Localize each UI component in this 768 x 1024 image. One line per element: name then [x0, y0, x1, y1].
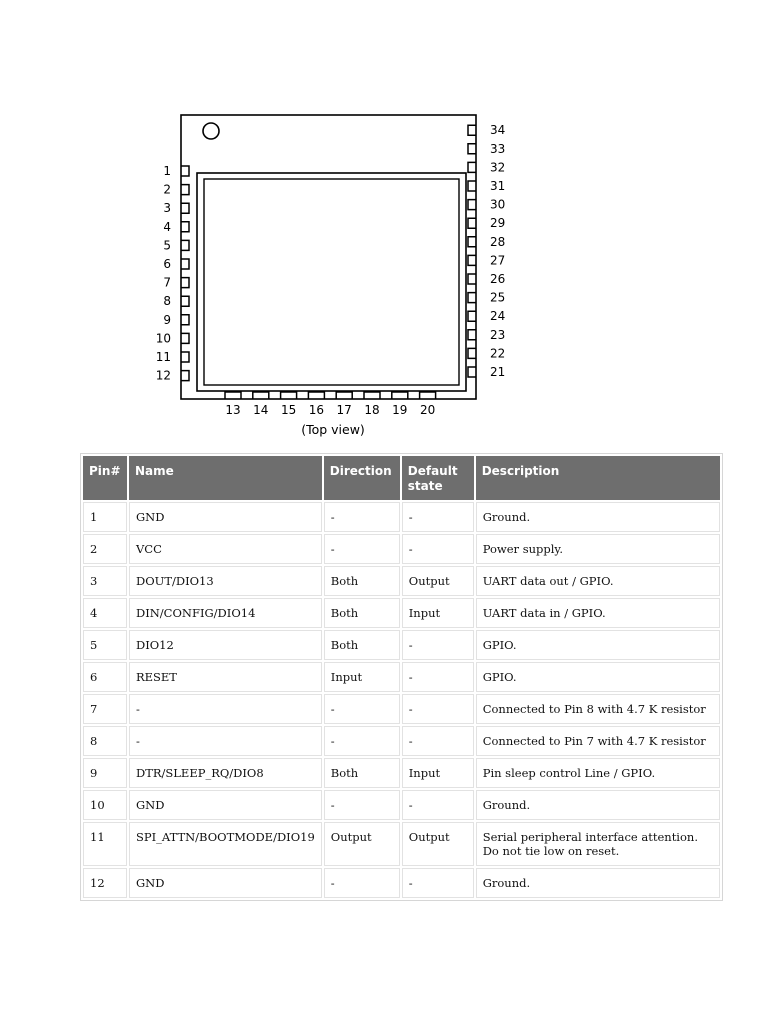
- right-pin-label: 24: [490, 309, 506, 324]
- left-pin-label: 12: [155, 368, 171, 383]
- right-pin-label: 25: [490, 290, 506, 305]
- description-cell: GPIO.: [476, 662, 720, 692]
- right-pin-label: 29: [490, 216, 506, 231]
- bottom-pin-label: 20: [419, 403, 436, 417]
- bottom-pin-label: 13: [225, 403, 241, 417]
- pin-name-cell: DOUT/DIO13: [129, 566, 322, 596]
- pin-name-cell: DIO12: [129, 630, 322, 660]
- pin-number-cell: 7: [83, 694, 127, 724]
- header-description: Description: [476, 456, 720, 500]
- description-cell: GPIO.: [476, 630, 720, 660]
- pin-number-cell: 2: [83, 534, 127, 564]
- pin-number-cell: 5: [83, 630, 127, 660]
- right-pin-label: 26: [490, 272, 506, 286]
- default-state-cell: -: [402, 630, 474, 660]
- left-pin-label: 2: [163, 182, 171, 197]
- default-state-cell: Output: [402, 566, 474, 596]
- pin-name-cell: GND: [129, 868, 322, 898]
- right-pin-label: 31: [490, 179, 506, 193]
- bottom-pin-label: 17: [336, 403, 352, 417]
- default-state-cell: -: [402, 868, 474, 898]
- default-state-cell: -: [402, 662, 474, 692]
- direction-cell: Input: [324, 662, 400, 692]
- left-pin-label: 4: [163, 219, 171, 234]
- table-row: [83, 598, 720, 628]
- bottom-pin-label: 15: [280, 403, 297, 417]
- table-row: [83, 662, 720, 692]
- direction-cell: Both: [324, 598, 400, 628]
- description-cell: Ground.: [476, 502, 720, 532]
- table-row: [83, 566, 720, 596]
- right-pin-label: 34: [490, 123, 506, 138]
- direction-cell: Both: [324, 566, 400, 596]
- pin-number-cell: 8: [83, 726, 127, 756]
- pin-number-cell: 10: [83, 790, 127, 820]
- table-row: [83, 726, 720, 756]
- default-state-cell: Input: [402, 598, 474, 628]
- pin-table-header-row: [83, 456, 720, 500]
- direction-cell: -: [324, 726, 400, 756]
- table-row: [83, 534, 720, 564]
- pin-name-cell: -: [129, 694, 322, 724]
- right-pin-label: 21: [490, 365, 506, 379]
- pin-name-cell: DTR/SLEEP_RQ/DIO8: [129, 758, 322, 788]
- default-state-cell: Input: [402, 758, 474, 788]
- table-row: [83, 758, 720, 788]
- direction-cell: Both: [324, 630, 400, 660]
- shield-can-inner: [204, 179, 459, 385]
- description-cell: Ground.: [476, 790, 720, 820]
- left-pin-label: 1: [163, 164, 171, 178]
- default-state-cell: -: [402, 790, 474, 820]
- table-row: [83, 868, 720, 898]
- table-row: [83, 822, 720, 866]
- direction-cell: Output: [324, 822, 400, 866]
- direction-cell: Both: [324, 758, 400, 788]
- right-pin-label: 23: [490, 327, 506, 342]
- direction-cell: -: [324, 790, 400, 820]
- table-row: [83, 630, 720, 660]
- default-state-cell: -: [402, 694, 474, 724]
- table-row: [83, 694, 720, 724]
- direction-cell: -: [324, 502, 400, 532]
- right-pin-label: 33: [490, 141, 506, 156]
- default-state-cell: Output: [402, 822, 474, 866]
- direction-cell: -: [324, 534, 400, 564]
- default-state-cell: -: [402, 502, 474, 532]
- pin-name-cell: VCC: [129, 534, 322, 564]
- left-pin-label: 5: [163, 238, 171, 253]
- header-direction: Direction: [324, 456, 400, 500]
- left-pin-label: 9: [163, 312, 171, 327]
- module-pinout-diagram: [0, 0, 768, 445]
- pin-number-cell: 4: [83, 598, 127, 628]
- left-pin-label: 8: [163, 294, 171, 309]
- description-cell: Power supply.: [476, 534, 720, 564]
- pin1-orientation-mark: [203, 123, 219, 139]
- pin-number-cell: 11: [83, 822, 127, 866]
- pin-number-cell: 3: [83, 566, 127, 596]
- description-cell: Connected to Pin 8 with 4.7 K resistor: [476, 694, 720, 724]
- left-pin-label: 7: [163, 275, 171, 290]
- pin-name-cell: RESET: [129, 662, 322, 692]
- right-pin-label: 28: [490, 234, 506, 249]
- header-pin: Pin#: [83, 456, 127, 500]
- default-state-cell: -: [402, 534, 474, 564]
- pin-number-cell: 12: [83, 868, 127, 898]
- direction-cell: -: [324, 694, 400, 724]
- description-cell: Connected to Pin 7 with 4.7 K resistor: [476, 726, 720, 756]
- description-cell: UART data in / GPIO.: [476, 598, 720, 628]
- description-cell: Pin sleep control Line / GPIO.: [476, 758, 720, 788]
- header-name: Name: [129, 456, 322, 500]
- bottom-pin-label: 14: [253, 403, 269, 417]
- right-pin-label: 22: [490, 346, 506, 361]
- pin-name-cell: SPI_ATTN/BOOTMODE/DIO19: [129, 822, 322, 866]
- pin-number-cell: 1: [83, 502, 127, 532]
- pin-table: [80, 453, 723, 901]
- pin-name-cell: DIN/CONFIG/DIO14: [129, 598, 322, 628]
- right-pin-label: 32: [490, 160, 506, 175]
- table-row: [83, 790, 720, 820]
- bottom-pin-label: 16: [308, 403, 325, 417]
- description-cell: Ground.: [476, 868, 720, 898]
- pin-number-cell: 9: [83, 758, 127, 788]
- left-pin-label: 10: [155, 331, 171, 346]
- left-pin-label: 6: [163, 257, 171, 271]
- description-cell: Serial peripheral interface attention. Do not tie low on reset.: [476, 822, 720, 866]
- description-cell: UART data out / GPIO.: [476, 566, 720, 596]
- left-pin-label: 11: [155, 350, 171, 364]
- bottom-pin-label: 19: [392, 403, 408, 417]
- pin-name-cell: GND: [129, 502, 322, 532]
- header-default-state: Default state: [402, 456, 474, 500]
- right-pin-label: 30: [490, 197, 506, 212]
- pin-number-cell: 6: [83, 662, 127, 692]
- direction-cell: -: [324, 868, 400, 898]
- pin-name-cell: -: [129, 726, 322, 756]
- bottom-pin-label: 18: [364, 403, 380, 417]
- default-state-cell: -: [402, 726, 474, 756]
- left-pin-label: 3: [163, 201, 171, 216]
- diagram-caption: (Top view): [301, 422, 365, 437]
- pin-name-cell: GND: [129, 790, 322, 820]
- table-row: [83, 502, 720, 532]
- right-pin-label: 27: [490, 253, 506, 268]
